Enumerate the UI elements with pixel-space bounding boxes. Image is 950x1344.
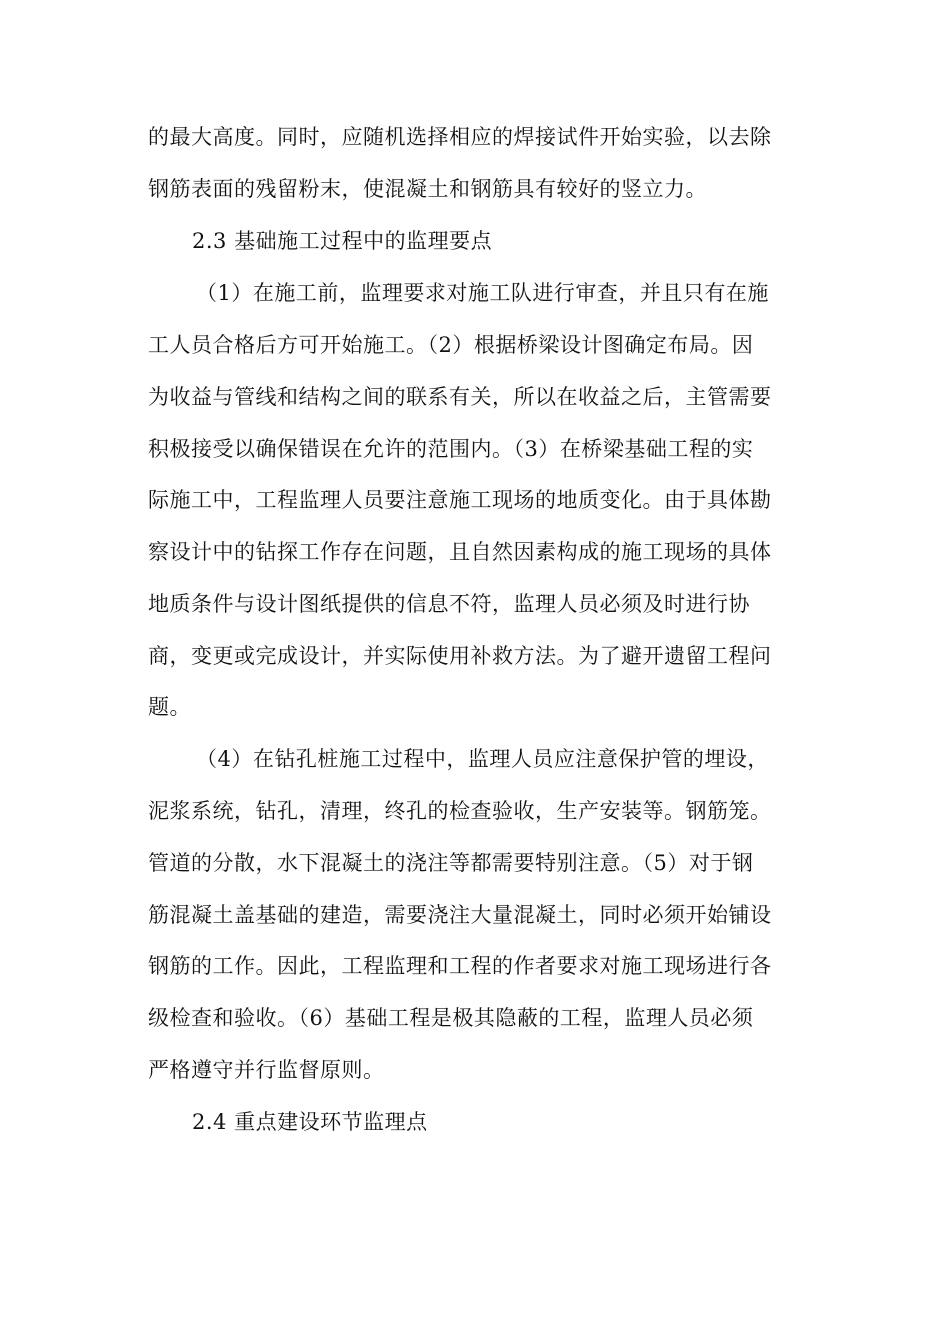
text-line: （1）在施工前，监理要求对施工队进行审查，并且只有在施 <box>196 281 769 305</box>
text-line: 题。 <box>148 695 191 719</box>
text-line: （4）在钻孔桩施工过程中，监理人员应注意保护管的埋设， <box>196 747 769 771</box>
text-line: 积极接受以确保错误在允许的范围内。（3）在桥梁基础工程的实 <box>148 437 754 461</box>
text-line: 钢筋表面的残留粉末，使混凝土和钢筋具有较好的竖立力。 <box>148 177 707 201</box>
text-line: 管道的分散，水下混凝土的浇注等都需要特别注意。（5）对于钢 <box>148 851 754 875</box>
text-line: 级检查和验收。（6）基础工程是极其隐蔽的工程，监理人员必须 <box>148 1006 754 1030</box>
text-line: 际施工中，工程监理人员要注意施工现场的地质变化。由于具体勘 <box>148 488 772 512</box>
text-line: 工人员合格后方可开始施工。（2）根据桥梁设计图确定布局。因 <box>148 333 754 357</box>
text-line: 筋混凝土盖基础的建造，需要浇注大量混凝土，同时必须开始铺设 <box>148 903 772 927</box>
text-line: 地质条件与设计图纸提供的信息不符，监理人员必须及时进行协 <box>148 592 750 616</box>
text-line: 钢筋的工作。因此，工程监理和工程的作者要求对施工现场进行各 <box>148 954 772 978</box>
text-line: 察设计中的钻探工作存在问题，且自然因素构成的施工现场的具体 <box>148 540 772 564</box>
text-line: 的最大高度。同时，应随机选择相应的焊接试件开始实验，以去除 <box>148 125 772 149</box>
text-line: 泥浆系统，钻孔，清理，终孔的检查验收，生产安装等。钢筋笼。 <box>148 799 772 823</box>
text-line: 严格遵守并行监督原则。 <box>148 1058 385 1082</box>
section-heading-2-3: 2.3 基础施工过程中的监理要点 <box>192 229 493 253</box>
section-heading-2-4: 2.4 重点建设环节监理点 <box>192 1110 428 1134</box>
text-line: 商，变更或完成设计，并实际使用补救方法。为了避开遗留工程问 <box>148 644 772 668</box>
text-line: 为收益与管线和结构之间的联系有关，所以在收益之后，主管需要 <box>148 385 772 409</box>
